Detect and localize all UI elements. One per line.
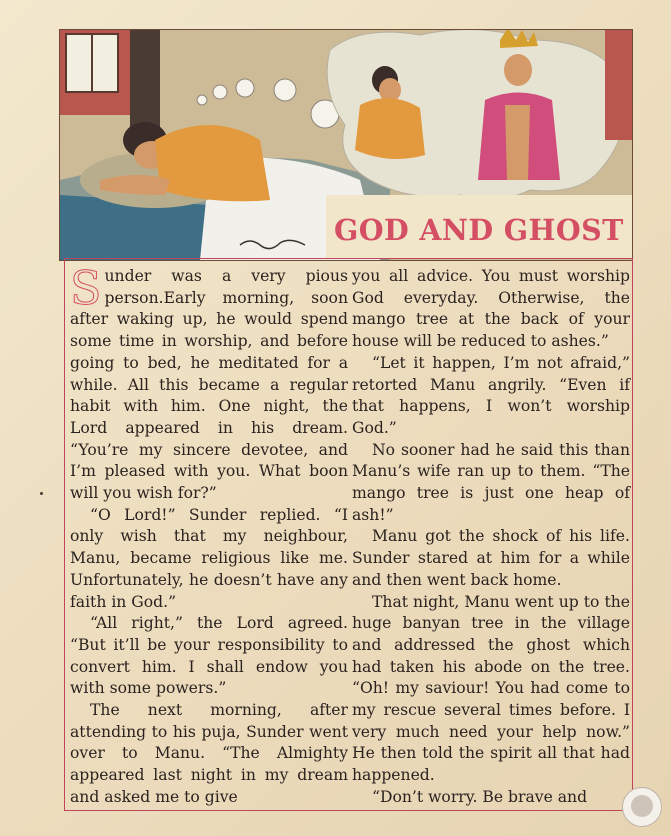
paragraph: Manu got the shock of his life. Sunder stared at him for a while and then went back home. <box>352 527 630 589</box>
paragraph: “Let it happen, I’m not afraid,” retorted Manu angrily. “Even if that happens, I won’t worship God.” <box>352 353 630 437</box>
left-column <box>70 261 348 809</box>
paragraph <box>70 261 348 505</box>
print-speck <box>40 492 43 495</box>
paragraph: “All right,” the Lord agreed. “But it’ll be your responsibility to convert him. I shall endow you with some powers.” <box>70 614 348 698</box>
right-column <box>352 266 630 809</box>
paragraph: The next morning, after attending to his puja, Sunder went over to Manu. “The Almighty appeared last night in my dream and asked me to give <box>70 701 348 806</box>
publisher-logo <box>622 787 662 827</box>
paragraph-text: under was a very pious person.Early morning, soon after waking up, he would spend some time in worship, and before going to bed, he meditated for a while. All this became a regular habit with him. One night, the Lord appeared in his dream. “You’re my sincere devotee, and I’m pleased with you. What boon will you wish for?” <box>70 267 348 503</box>
paragraph: “Don’t worry. Be brave and <box>372 787 588 806</box>
logo-icon <box>631 795 653 817</box>
drop-cap: S <box>70 261 102 315</box>
paragraph: That night, Manu went up to the huge banyan tree in the village and addressed the ghost which had taken his abode on the tree. “Oh! my saviour! You had come to my rescue several times before. I very much need your help now.” He then told the spirit all that had happened. <box>352 592 630 785</box>
paragraph: “O Lord!” Sunder replied. “I only wish that my neighbour, Manu, became religious like me. Unfortunately, he doesn’t have any faith in God.” <box>70 505 348 611</box>
paragraph: you all advice. You must worship God everyday. Otherwise, the mango tree at the back of your house will be reduced to ashes.” <box>352 267 630 351</box>
paragraph: No sooner had he said this than Manu’s wife ran up to them. “The mango tree is just one heap of ash!” <box>352 440 630 524</box>
story-title: GOD AND GHOST <box>334 213 624 247</box>
